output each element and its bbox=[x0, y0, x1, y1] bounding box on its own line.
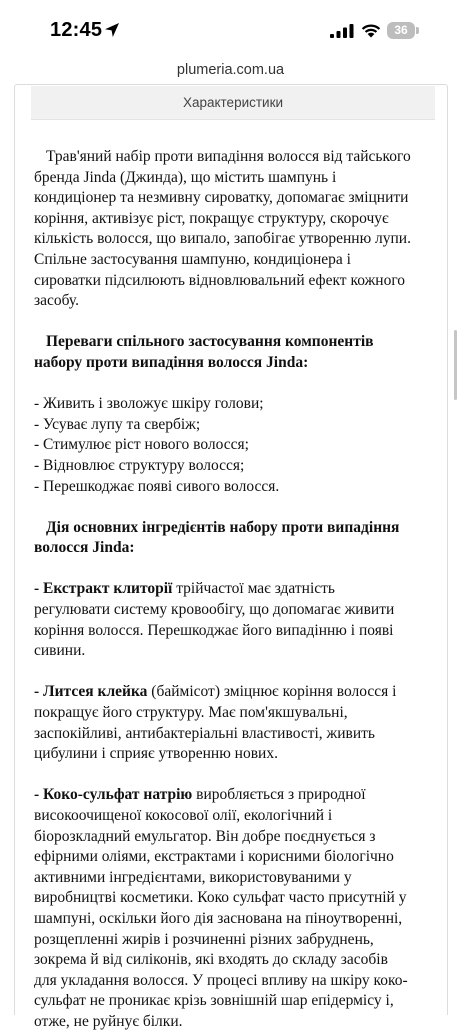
wifi-icon bbox=[360, 22, 382, 38]
ingredients-heading: Дія основних інгредієнтів набору проти випадіння волосся Jinda: bbox=[34, 518, 400, 557]
ingredient-text: (баймісот) зміцнює коріння волосся і покращує його структуру. Має пом'якшувальні, заспокійливі, антибактеріальні властивості, живить цибулини і сприяє утворенню нових. bbox=[34, 683, 397, 763]
battery-level: 36 bbox=[387, 22, 415, 39]
ingredient-term: - Екстракт клиторії bbox=[34, 580, 173, 598]
status-time: 12:45 bbox=[50, 19, 103, 41]
battery-nub bbox=[416, 27, 419, 34]
battery-indicator bbox=[387, 22, 420, 39]
list-item: - Усуває лупу та свербіж; bbox=[34, 415, 201, 433]
cellular-signal-icon bbox=[330, 24, 354, 38]
status-bar bbox=[0, 0, 461, 58]
page-scrollbar[interactable] bbox=[454, 330, 457, 400]
list-item: - Стимулює ріст нового волосся; bbox=[34, 436, 249, 454]
ingredient-term: - Коко-сульфат натрію bbox=[34, 786, 193, 804]
address-bar-url[interactable]: plumeria.com.ua bbox=[176, 62, 285, 78]
ingredient-text: трійчастої має здатність регулювати систему кровообігу, що допомагає живити коріння волосся. Перешкоджає його випадінню і появі сивини. bbox=[34, 580, 395, 660]
list-item: - Відновлює структуру волосся; bbox=[34, 456, 245, 474]
intro-paragraph: Трав'яний набір проти випадіння волосся від тайського бренда Jinda (Джинда), що містить шампунь і кондиціонер та незмивну сироватку, допомагає зміцнити коріння, активізує ріст, покращує структуру, скорочує кількість волосся, що випало, запобігає утворенню лупи. Спільне застосування шампуню, кондиціонера і сироватки підсилюють відновлювальний ефект кожного засобу. bbox=[34, 148, 411, 310]
product-description bbox=[34, 147, 414, 1033]
ingredient-paragraph bbox=[34, 579, 414, 661]
benefits-list bbox=[34, 394, 414, 497]
benefits-heading: Переваги спільного застосування компонентів набору проти випадіння волосся Jinda: bbox=[34, 333, 374, 371]
ingredient-text: виробляється з природної високоочищеної кокосової олії, екологічний і біорозкладний емульгатор. Він добре поєднується з ефірними оліями, екстрактами і корисними біологічно активними інгредієнтами, використовуваними у виробництві косметики. Коко сульфат часто присутній у шампуні, оскільки його дія заснована на піноутворенні, розщепленні жирів і розчиненні різних забруднень, зокрема й від силіконів, які входять до складу засобів для укладання волосся. У процесі впливу на шкіру коко-сульфат не проникає крізь зовнішній шар епідермісу і, отже, не руйнує білки. bbox=[34, 786, 408, 1030]
tab-characteristics[interactable]: Характеристики bbox=[31, 86, 435, 120]
location-arrow-icon bbox=[104, 22, 120, 38]
ingredient-term: - Литсея клейка bbox=[34, 683, 148, 701]
ingredient-paragraph bbox=[34, 682, 414, 764]
list-item: - Перешкоджає появі сивого волосся. bbox=[34, 477, 280, 495]
ingredient-paragraph bbox=[34, 785, 414, 1032]
list-item: - Живить і зволожує шкіру голови; bbox=[34, 395, 264, 413]
